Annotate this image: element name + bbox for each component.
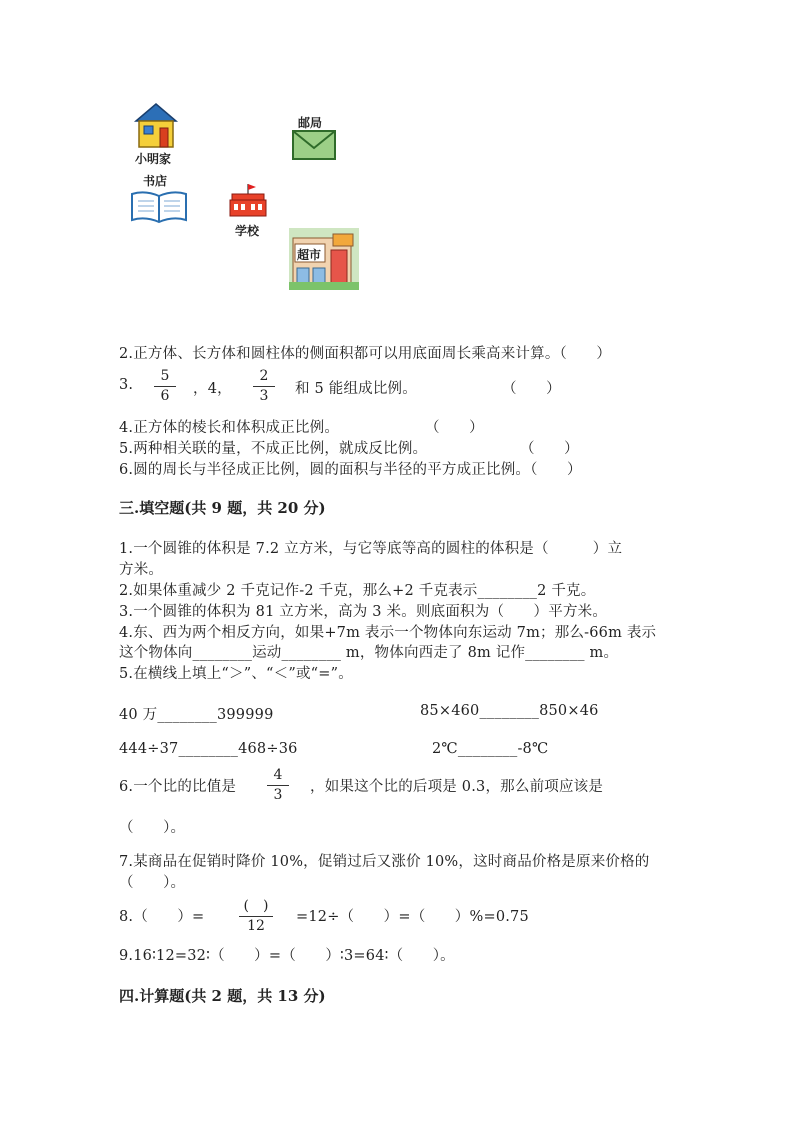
book-icon xyxy=(130,190,188,224)
judge-q3-fraction-2 xyxy=(253,367,275,405)
fill-q6-suffix: ，如果这个比的后项是 0.3，那么前项应该是 xyxy=(310,779,604,795)
judge-q3-prefix: 3. xyxy=(119,377,134,393)
school-label: 学校 xyxy=(235,224,260,238)
fill-q3: 3.一个圆锥的体积为 81 立方米，高为 3 米。则底面积为（ ）平方米。 xyxy=(119,604,608,620)
calc-section-heading: 四.计算题(共 2 题，共 13 分) xyxy=(119,987,326,1005)
fill-q5: 5.在横线上填上“＞”、“＜”或“=”。 xyxy=(119,666,353,682)
judge-q4-blank: （ ） xyxy=(425,420,484,436)
bookstore-label: 书店 xyxy=(143,174,168,188)
judge-q5-blank: （ ） xyxy=(520,441,579,457)
judge-q6: 6.圆的周长与半径成正比例，圆的面积与半径的平方成正比例。（ ） xyxy=(119,462,582,478)
judge-q2: 2.正方体、长方体和圆柱体的侧面积都可以用底面周长乘高来计算。（ ） xyxy=(119,346,612,362)
fill-q4-line2: 这个物体向________运动________ m，物体向西走了 8m 记作________ m。 xyxy=(119,645,619,661)
compare-item-1: 40 万________399999 xyxy=(119,707,274,723)
fill-q1-line2: 方米。 xyxy=(119,562,164,578)
fill-q6-blank: （ ）。 xyxy=(119,820,186,836)
judge-q4: 4.正方体的棱长和体积成正比例。 xyxy=(119,420,340,436)
judge-q5: 5.两种相关联的量，不成正比例，就成反比例。 xyxy=(119,441,428,457)
judge-q3-suffix: 和 5 能组成比例。 xyxy=(295,381,417,397)
fill-q2: 2.如果体重减少 2 千克记作-2 千克，那么+2 千克表示________2 千克。 xyxy=(119,583,596,599)
envelope-icon xyxy=(292,130,336,160)
fill-q4-line1: 4.东、西为两个相反方向，如果+7m 表示一个物体向东运动 7m；那么-66m 表示 xyxy=(119,625,657,641)
judge-q3-blank: （ ） xyxy=(502,381,561,397)
fraction-numerator: 2 xyxy=(253,367,275,387)
compare-item-3: 444÷37________468÷36 xyxy=(119,741,298,757)
fraction-denominator: 12 xyxy=(247,918,265,934)
compare-item-4: 2℃________-8℃ xyxy=(432,741,549,757)
fraction-numerator: 4 xyxy=(267,766,289,786)
fill-q1-line1: 1.一个圆锥的体积是 7.2 立方米，与它等底等高的圆柱的体积是（ ）立 xyxy=(119,541,623,557)
judge-q3-mid: ，4， xyxy=(193,381,232,397)
school-icon xyxy=(228,182,268,218)
fill-q7-line1: 7.某商品在促销时降价 10%，促销过后又涨价 10%，这时商品价格是原来价格的 xyxy=(119,854,650,870)
fraction-numerator: 5 xyxy=(154,367,176,387)
home-label: 小明家 xyxy=(135,152,172,166)
fill-q6-prefix: 6.一个比的比值是 xyxy=(119,779,237,795)
house-icon xyxy=(134,103,178,149)
supermarket-label: 超市 xyxy=(297,248,322,262)
judge-q3-fraction-1 xyxy=(154,367,176,405)
fraction-denominator: 3 xyxy=(273,787,283,803)
fill-q7-line2: （ ）。 xyxy=(119,875,186,891)
fill-q8-prefix: 8.（ ）= xyxy=(119,909,205,925)
fill-section-heading: 三.填空题(共 9 题，共 20 分) xyxy=(119,499,326,517)
post-office-label: 邮局 xyxy=(298,116,323,130)
fill-q6-fraction xyxy=(267,766,289,804)
fill-q8-fraction xyxy=(239,897,273,935)
fill-q9: 9.16∶12=32∶（ ）=（ ）∶3=64∶（ ）。 xyxy=(119,948,455,964)
compare-item-2: 85×460________850×46 xyxy=(420,703,599,719)
fraction-numerator: ( ) xyxy=(239,897,273,917)
fraction-denominator: 6 xyxy=(160,388,170,404)
fraction-denominator: 3 xyxy=(259,388,269,404)
fill-q8-suffix: =12÷（ ）=（ ）%=0.75 xyxy=(296,909,529,925)
